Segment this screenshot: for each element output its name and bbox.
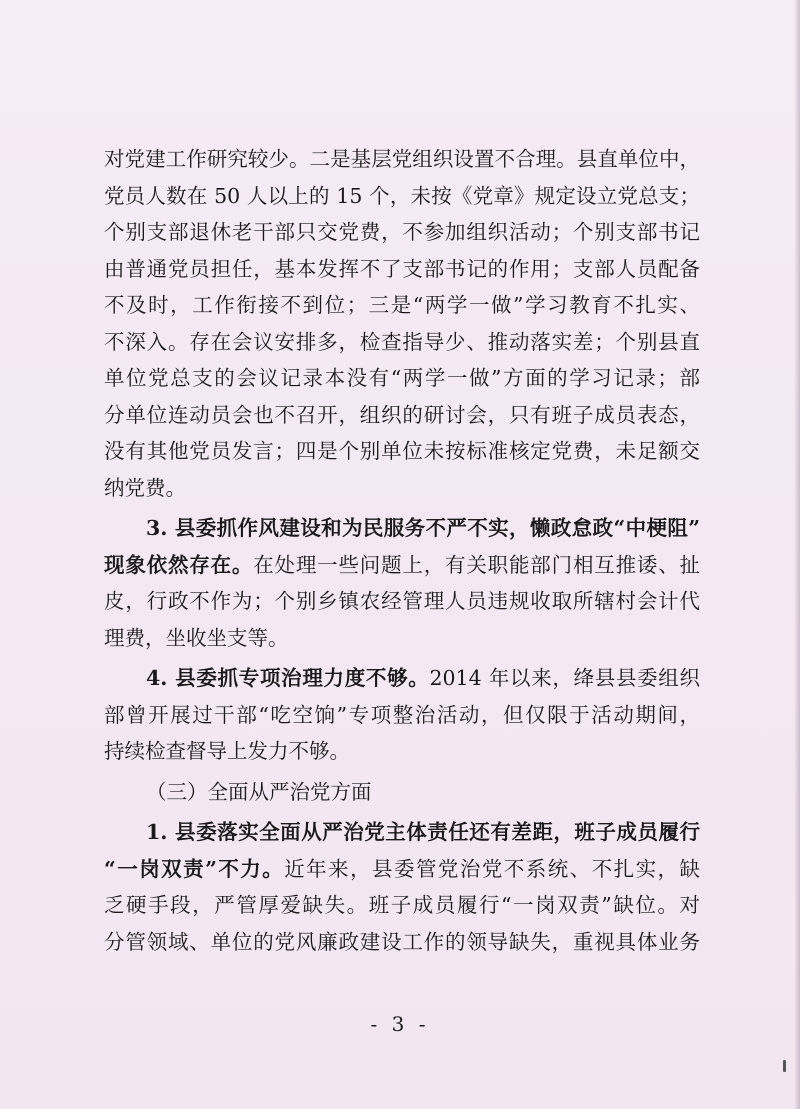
scan-artifact-mark bbox=[783, 1060, 786, 1072]
page-edge-shadow bbox=[794, 0, 800, 1109]
text-line: 不及时，工作衔接不到位；三是“两学一做”学习教育不扎实、 bbox=[104, 293, 700, 317]
paragraph-item-4 bbox=[104, 660, 700, 770]
text-line: 持续检查督导上发力不够。 bbox=[104, 739, 350, 763]
paragraph-section3-item-1 bbox=[104, 814, 700, 960]
item-text: 在处理一些问题上，有关职能部门相互推诿、扯 bbox=[253, 552, 701, 577]
document-body bbox=[104, 141, 700, 960]
section-heading: （三）全面从严治党方面 bbox=[146, 779, 372, 804]
text-line: 分单位连动员会也不召开，组织的研讨会，只有班子成员表态， bbox=[104, 402, 700, 427]
item-heading-continued: 现象依然存在。 bbox=[104, 552, 254, 577]
item-heading: 1. 县委落实全面从严治党主体责任还有差距，班子成员履行 bbox=[146, 820, 700, 844]
item-text: 近年来，县委管党治党不系统、不扎实，缺 bbox=[284, 856, 700, 881]
text-line: 皮，行政不作为；个别乡镇农经管理人员违规收取所辖村会计代 bbox=[104, 589, 700, 613]
text-line: 个别支部退休老干部只交党费，不参加组织活动；个别支部书记 bbox=[104, 220, 700, 244]
text-line: 部曾开展过干部“吃空饷”专项整治活动，但仅限于活动期间， bbox=[104, 702, 700, 727]
item-heading: 4. 县委抓专项治理力度不够。 bbox=[146, 666, 430, 690]
text-line: 单位党总支的会议记录本没有“两学一做”方面的学习记录；部 bbox=[104, 366, 700, 390]
text-line: 对党建工作研究较少。二是基层党组织设置不合理。县直单位中， bbox=[104, 147, 700, 171]
item-text: 2014 年以来，绛县县委组织 bbox=[429, 666, 700, 690]
text-line: 分管领域、单位的党风廉政建设工作的领导缺失，重视具体业务 bbox=[104, 929, 700, 954]
paragraph-continuation bbox=[104, 141, 700, 506]
paragraph-item-3 bbox=[104, 510, 700, 656]
text-line: 由普通党员担任，基本发挥不了支部书记的作用；支部人员配备 bbox=[104, 256, 700, 281]
text-line: 乏硬手段，严管厚爱缺失。班子成员履行“一岗双责”缺位。对 bbox=[104, 893, 700, 917]
page-number: - 3 - bbox=[370, 1012, 430, 1036]
text-line: 不深入。存在会议安排多，检查指导少、推动落实差；个别县直 bbox=[104, 329, 700, 354]
text-line: 理费，坐收坐支等。 bbox=[104, 625, 289, 650]
text-line bbox=[104, 851, 700, 888]
item-heading-continued: “一岗双责”不力。 bbox=[104, 856, 285, 881]
text-line: 没有其他党员发言；四是个别单位未按标准核定党费，未足额交 bbox=[104, 439, 700, 463]
text-line bbox=[104, 660, 700, 697]
section-heading-block bbox=[104, 774, 700, 811]
item-heading: 3. 县委抓作风建设和为民服务不严不实，懒政怠政“中梗阻” bbox=[146, 516, 700, 540]
text-line: 党员人数在 50 人以上的 15 个，未按《党章》规定设立党总支； bbox=[104, 183, 700, 208]
text-line bbox=[104, 547, 700, 584]
text-line: 纳党费。 bbox=[104, 475, 186, 500]
